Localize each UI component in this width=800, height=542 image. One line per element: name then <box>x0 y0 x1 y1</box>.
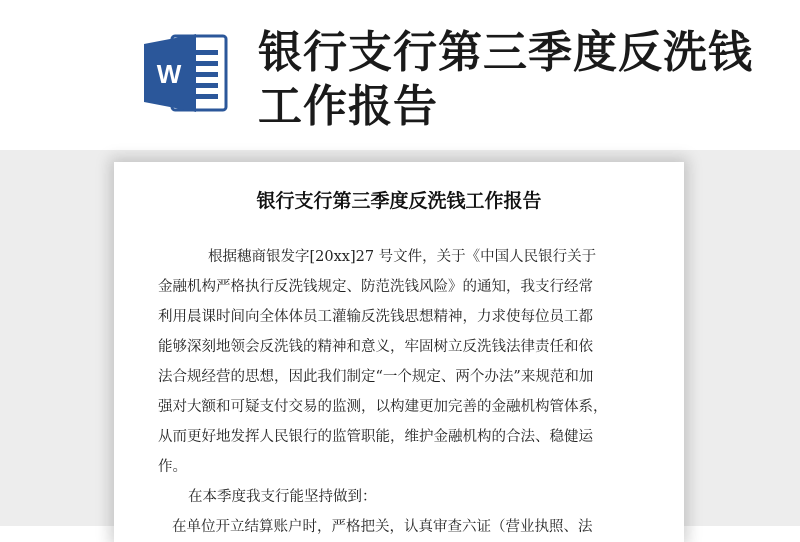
document-page <box>114 162 684 542</box>
paragraph-line: 金融机构严格执行反洗钱规定、防范洗钱风险》的通知，我支行经常 <box>158 279 593 295</box>
paragraph-line: 从而更好地发挥人民银行的监管职能，维护金融机构的合法、稳健运 <box>158 429 593 445</box>
page-header <box>0 0 800 150</box>
document-body <box>158 242 644 542</box>
paragraph-line: 强对大额和可疑支付交易的监测，以构建更加完善的金融机构管体系， <box>158 399 608 415</box>
paragraph-line: 根据穗商银发字[20xx]27 号文件，关于《中国人民银行关于 <box>208 249 597 265</box>
paragraph-line: 作。 <box>158 459 187 475</box>
paragraph-line: 利用晨课时间向全体体员工灌输反洗钱思想精神，力求使每位员工都 <box>158 309 593 325</box>
svg-text:W: W <box>156 59 182 89</box>
document-title: 银行支行第三季度反洗钱工作报告 <box>256 190 542 212</box>
paragraph-line: 在本季度我支行能坚持做到： <box>188 489 377 505</box>
paragraph-line: 法合规经营的思想，因此我们制定“一个规定、两个办法”来规范和加 <box>158 369 594 385</box>
word-document-icon <box>142 28 232 118</box>
paragraph-line: 在单位开立结算账户时，严格把关，认真审查六证（营业执照、法 <box>172 519 593 535</box>
header-title: 银行支行第三季度反洗钱工作报告 <box>258 27 753 132</box>
paragraph-line: 能够深刻地领会反洗钱的精神和意义，牢固树立反洗钱法律责任和依 <box>158 339 593 355</box>
